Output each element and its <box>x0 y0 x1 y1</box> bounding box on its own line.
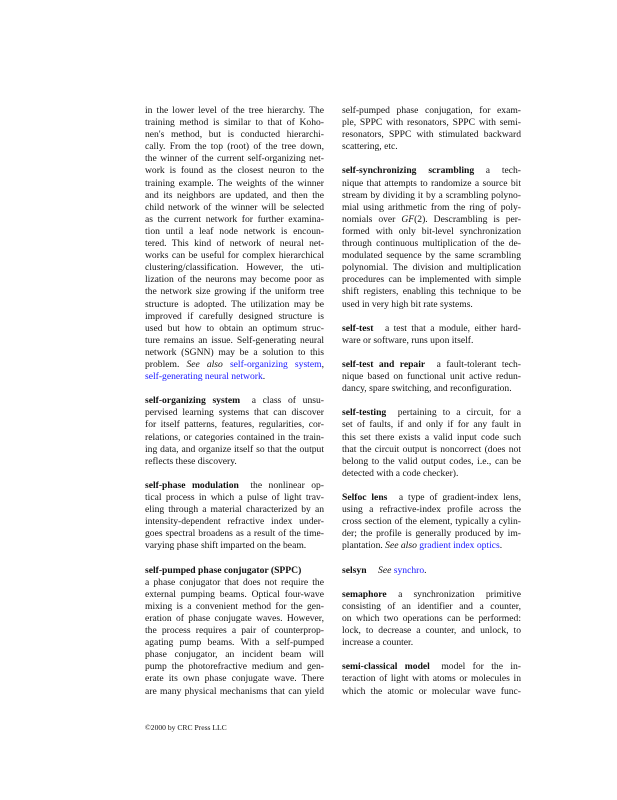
entry-line <box>145 673 324 685</box>
entry-line <box>145 214 324 226</box>
glossary-entry-selsyn <box>342 565 521 577</box>
cross-reference-link[interactable]: synchro <box>393 564 425 576</box>
entry-text: nomials over <box>342 213 402 225</box>
entry-line <box>342 105 521 117</box>
entry-line <box>145 141 324 153</box>
left-column <box>145 105 324 710</box>
copyright-footer: ©2000 by CRC Press LLC <box>145 723 227 732</box>
entry-line <box>145 178 324 190</box>
entry-line <box>145 504 324 516</box>
entry-text: a synchronization primitive <box>398 588 521 600</box>
entry-text: model for the in- <box>441 661 521 673</box>
entry-text: through continuous multiplication of the de- <box>342 238 521 250</box>
entry-line <box>145 153 324 165</box>
entry-text: set of faults, if and only if for any fault in <box>342 419 521 431</box>
entry-line <box>145 456 324 468</box>
glossary-entry-continued <box>145 105 324 383</box>
entry-line <box>145 432 324 444</box>
entry-line <box>145 299 324 311</box>
entry-text: plantation. <box>342 540 386 552</box>
entry-term: self-organizing system <box>145 395 241 407</box>
entry-line <box>342 274 521 286</box>
glossary-entry-self-test <box>342 323 521 347</box>
entry-line <box>145 686 324 698</box>
entry-line <box>145 129 324 141</box>
entry-text: eling through a material characterized by an <box>145 504 324 516</box>
entry-term: semi-classical model <box>342 661 430 673</box>
entry-line <box>342 214 521 226</box>
entry-text: lization of the neurons may become poor as <box>145 274 324 286</box>
entry-line <box>145 335 324 347</box>
entry-text: nique based on functional unit active redun- <box>342 371 521 383</box>
entry-text: on which two operations can be performed: <box>342 612 521 624</box>
glossary-entry-semi-classical-model <box>342 661 521 697</box>
entry-line <box>145 528 324 540</box>
entry-term: self-phase modulation <box>145 479 239 491</box>
entry-line <box>145 601 324 613</box>
entry-text: lock, to decrease a counter, and unlock, to <box>342 625 521 637</box>
entry-text: . <box>499 540 503 552</box>
entry-text: relations, or categories contained in the train- <box>145 431 324 443</box>
entry-text: pump the photorefractive medium and gen- <box>145 661 324 673</box>
entry-text: used in very high bit rate systems. <box>342 298 473 310</box>
entry-line <box>145 637 324 649</box>
entry-line <box>145 625 324 637</box>
entry-text: which the atomic or molecular wave func- <box>342 685 521 697</box>
entry-text: used but how to obtain an optimum struc- <box>145 322 324 334</box>
entry-line <box>342 250 521 262</box>
entry-text: goes spectral broadens as a result of the time- <box>145 528 324 540</box>
entry-line <box>342 299 521 311</box>
entry-text: a test that a module, either hard- <box>384 322 521 334</box>
entry-text: eration of phase conjugate waves. However, <box>145 612 324 624</box>
entry-line <box>342 323 521 335</box>
entry-line <box>145 105 324 117</box>
entry-text: are many physical mechanisms that can yield <box>145 685 324 697</box>
glossary-entry-selfoc-lens <box>342 492 521 552</box>
entry-text: this set there exists a valid input code such <box>342 431 521 443</box>
entry-text: ture remains an issue. Self-generating neural <box>145 334 324 346</box>
entry-line <box>342 432 521 444</box>
entry-text: a tech- <box>485 165 521 177</box>
entry-line <box>342 625 521 637</box>
entry-text: stream by dividing it by a scrambling polyno- <box>342 189 521 201</box>
entry-line <box>145 359 324 371</box>
entry-line <box>342 262 521 274</box>
entry-line <box>342 141 521 153</box>
entry-text: ing data, and organize itself so that the output <box>145 443 324 455</box>
entry-line <box>145 613 324 625</box>
entry-text: child network of the winner will be selected <box>145 201 324 213</box>
entry-line <box>342 516 521 528</box>
entry-line <box>342 589 521 601</box>
glossary-entry-self-phase-modulation <box>145 480 324 553</box>
entry-line <box>145 540 324 552</box>
entry-text: dancy, spare switching, and reconfiguration. <box>342 383 512 395</box>
entry-line <box>342 673 521 685</box>
entry-text: reflects these discovery. <box>145 455 237 467</box>
entry-text: that the circuit output is noncorrect (does not <box>342 443 521 455</box>
entry-text: the network size growing if the uniform tree <box>145 286 324 298</box>
entry-text: shift registers, enabling this technique to be <box>342 286 521 298</box>
entry-term: selsyn <box>342 564 367 576</box>
glossary-entry-continued <box>342 105 521 153</box>
see-also-label: See <box>378 564 392 576</box>
entry-text: nen's method, but is conducted hierarchi- <box>145 129 324 141</box>
entry-line <box>342 359 521 371</box>
entry-line <box>342 686 521 698</box>
entry-line <box>145 661 324 673</box>
glossary-entry-self-pumped-phase-conjugator-sppc <box>145 565 324 698</box>
entry-line <box>145 347 324 359</box>
entry-line <box>342 286 521 298</box>
entry-text: teraction of light with atoms or molecules in <box>342 673 521 685</box>
entry-text: (2). Descrambling is per- <box>414 213 521 225</box>
entry-line <box>342 468 521 480</box>
glossary-entry-self-testing <box>342 407 521 480</box>
entry-text: procedures can be implemented with simple <box>342 274 521 286</box>
entry-text: scattering, etc. <box>342 141 398 153</box>
entry-text: pertaining to a circuit, for a <box>397 407 521 419</box>
entry-line <box>145 311 324 323</box>
entry-line <box>145 262 324 274</box>
entry-line <box>342 528 521 540</box>
entry-text: the nonlinear op- <box>250 479 324 491</box>
entry-line <box>145 238 324 250</box>
glossary-entry-self-organizing-system <box>145 395 324 468</box>
glossary-entry-self-synchronizing-scrambling <box>342 165 521 310</box>
entry-line <box>342 540 521 552</box>
entry-line <box>342 371 521 383</box>
entry-text: pervised learning systems that can discover <box>145 407 324 419</box>
entry-term: self-test and repair <box>342 358 426 370</box>
entry-line <box>342 661 521 673</box>
entry-line <box>145 480 324 492</box>
entry-text: der; the profile is generally produced by im- <box>342 528 521 540</box>
entry-text: a fault-tolerant tech- <box>436 358 522 370</box>
entry-text: , <box>321 358 324 370</box>
entry-term: self-testing <box>342 407 387 419</box>
entry-line <box>342 165 521 177</box>
entry-text: ware or software, runs upon itself. <box>342 334 474 346</box>
entry-text: tical process in which a pulse of light trav- <box>145 492 324 503</box>
entry-text: and its neighbors are updated, and then the <box>145 189 324 201</box>
entry-line <box>145 395 324 407</box>
entry-text: resonators, SPPC with stimulated backward <box>342 129 521 141</box>
entry-line <box>342 456 521 468</box>
entry-text: detected with a code checker). <box>342 467 459 479</box>
right-column <box>342 105 521 710</box>
entry-line <box>145 226 324 238</box>
entry-text: using a refractive-index profile across the <box>342 504 521 516</box>
entry-text: the winner of the current self-organizing net- <box>145 153 324 165</box>
cross-reference-link[interactable]: self-organizing system <box>229 358 322 370</box>
entry-text: mixing is a convenient method for the gen- <box>145 600 324 612</box>
entry-text: agating pump beams. With a self-pumped <box>145 637 324 649</box>
entry-line <box>342 601 521 613</box>
glossary-entry-semaphore <box>342 589 521 649</box>
entry-text: cally. From the top (root) of the tree down, <box>145 141 324 153</box>
entry-line <box>342 565 521 577</box>
glossary-entry-self-test-and-repair <box>342 359 521 395</box>
entry-line <box>145 117 324 129</box>
entry-text: modulated sequence by the same scrambling <box>342 250 521 262</box>
entry-text: a class of unsu- <box>251 395 324 407</box>
entry-text: in the lower level of the tree hierarchy. The <box>145 105 324 116</box>
entry-text: network (SGNN) may be a solution to this <box>145 346 324 358</box>
entry-text: phase conjugator, an incident beam will <box>145 649 324 661</box>
entry-text: improved if carefully designed structure is <box>145 310 324 322</box>
entry-line <box>145 286 324 298</box>
entry-line <box>342 637 521 649</box>
entry-text: a phase conjugator that does not require the <box>145 576 324 588</box>
entry-line <box>342 492 521 504</box>
entry-line <box>145 250 324 262</box>
entry-line <box>342 613 521 625</box>
entry-line <box>342 117 521 129</box>
entry-text: . <box>262 371 266 383</box>
entry-line <box>145 407 324 419</box>
entry-term: Selfoc lens <box>342 492 388 503</box>
entry-line <box>145 202 324 214</box>
entry-line <box>145 589 324 601</box>
entry-text: a type of gradient-index lens, <box>398 492 521 503</box>
entry-line <box>145 274 324 286</box>
entry-line <box>145 649 324 661</box>
entry-line <box>342 444 521 456</box>
entry-text: mial using arithmetic from the ring of poly- <box>342 201 521 213</box>
entry-text: intensity-dependent refractive index under- <box>145 516 324 528</box>
entry-text: . <box>424 564 427 576</box>
entry-text: varying phase shift imparted on the beam. <box>145 540 307 552</box>
entry-line <box>342 238 521 250</box>
entry-text: self-pumped phase conjugation, for exam- <box>342 105 521 116</box>
entry-text: as the current network for further examina- <box>145 213 324 225</box>
entry-line <box>342 419 521 431</box>
cross-reference-link[interactable]: gradient index optics <box>419 540 500 552</box>
entry-text: nique that attempts to randomize a source bit <box>342 177 521 189</box>
entry-text: cross section of the element, typically a cylin- <box>342 516 521 528</box>
entry-text: belong to the valid output codes, i.e., can be <box>342 455 521 467</box>
entry-line <box>145 444 324 456</box>
see-also-label: GF <box>401 213 415 225</box>
entry-text: problem. <box>145 358 187 370</box>
entry-line <box>342 504 521 516</box>
entry-text: consisting of an identifier and a counter, <box>342 600 521 612</box>
entry-line <box>342 383 521 395</box>
entry-line <box>342 407 521 419</box>
entry-text: training method is similar to that of Koho- <box>145 117 324 129</box>
entry-line <box>145 323 324 335</box>
entry-term: self-test <box>342 322 374 334</box>
entry-text: formed with only bit-level synchronization <box>342 225 521 237</box>
entry-text: external pumping beams. Optical four-wave <box>145 588 324 600</box>
entry-line <box>342 129 521 141</box>
entry-line <box>145 492 324 504</box>
entry-text: polynomial. The division and multiplication <box>342 262 521 274</box>
entry-text: works can be useful for complex hierarchical <box>145 250 324 262</box>
cross-reference-link[interactable]: self-generating neural network <box>145 371 263 383</box>
see-also-label: See also <box>385 540 417 552</box>
entry-text: ple, SPPC with resonators, SPPC with semi- <box>342 117 521 129</box>
entry-text: erate its own phase conjugate wave. There <box>145 673 324 685</box>
entry-text: training example. The weights of the winner <box>145 177 324 189</box>
entry-text <box>223 359 230 370</box>
entry-text: structure is adopted. The utilization may be <box>145 298 324 310</box>
entry-line <box>145 371 324 383</box>
entry-text: tion until a leaf node network is encoun- <box>145 225 324 237</box>
entry-line <box>342 226 521 238</box>
entry-text: for itself patterns, features, regularities, cor- <box>145 419 324 431</box>
entry-line <box>342 335 521 347</box>
entry-text: the process requires a pair of counterprop- <box>145 625 324 637</box>
entry-line <box>145 190 324 202</box>
entry-text: clustering/classification. However, the uti- <box>145 262 324 274</box>
entry-line <box>145 565 324 577</box>
entry-line <box>145 165 324 177</box>
entry-line <box>342 202 521 214</box>
entry-text: increase a counter. <box>342 637 414 649</box>
entry-line <box>342 190 521 202</box>
entry-term: semaphore <box>342 588 387 600</box>
entry-line <box>145 577 324 589</box>
entry-term: self-pumped phase conjugator (SPPC) <box>145 564 302 576</box>
entry-text: tered. This kind of network of neural net- <box>145 238 324 250</box>
see-also-label: See also <box>186 358 223 370</box>
entry-line <box>145 419 324 431</box>
entry-text: work is found as the closest neuron to the <box>145 165 324 177</box>
entry-term: self-synchronizing scrambling <box>342 165 475 177</box>
entry-line <box>145 516 324 528</box>
entry-line <box>342 178 521 190</box>
